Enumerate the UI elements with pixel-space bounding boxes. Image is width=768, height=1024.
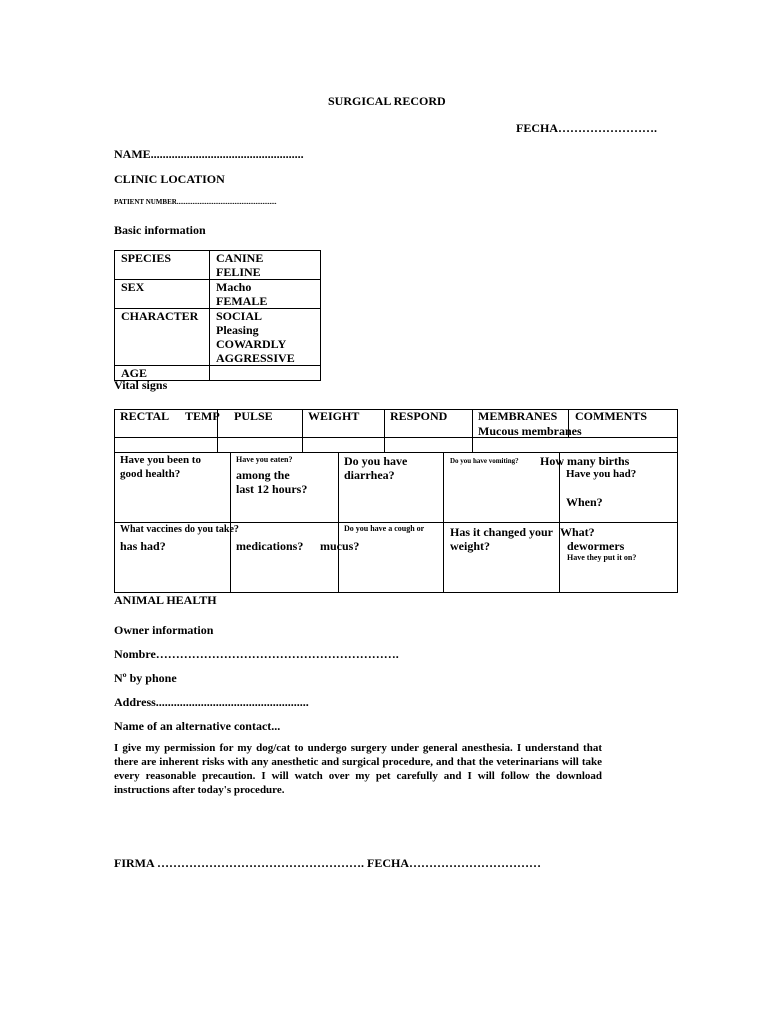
age-value-cell[interactable]: [210, 366, 321, 381]
character-option[interactable]: SOCIAL: [216, 309, 263, 323]
grid-line: [559, 452, 560, 593]
pulse-header: PULSE: [234, 409, 273, 423]
question-eaten: Have you eaten?: [236, 455, 293, 464]
question-cough-cont: mucus?: [320, 539, 360, 553]
question-births: How many births: [540, 454, 630, 468]
name-field[interactable]: NAME...................................................: [114, 147, 304, 161]
grid-line: [114, 452, 678, 453]
question-diarrhea-cont: diarrhea?: [344, 468, 395, 482]
question-eaten-cont2: last 12 hours?: [236, 482, 308, 496]
membranes-header: MEMBRANES: [478, 409, 558, 423]
sex-values: [210, 280, 321, 309]
basic-info-table: [114, 250, 321, 381]
consent-paragraph: I give my permission for my dog/cat to undergo surgery under general anesthesia. I understand that there are inherent risks with any anesthetic and surgical procedure, and that the veterinarians will take every reasonable precaution. I will watch over my pet carefully and I will follow the download instructions after today's procedure.: [114, 742, 602, 796]
grid-line: [302, 409, 303, 452]
alternative-contact-field[interactable]: Name of an alternative contact...: [114, 719, 281, 733]
page-title: SURGICAL RECORD: [328, 94, 446, 108]
signature-date-line[interactable]: FIRMA ……………………………………………. FECHA……………………………: [114, 856, 541, 870]
weight-header: WEIGHT: [308, 409, 360, 423]
question-dewormers-cont2: Have they put it on?: [567, 553, 637, 562]
table-row: [115, 280, 321, 309]
basic-info-heading: Basic information: [114, 223, 206, 237]
grid-line: [230, 452, 231, 593]
question-eaten-cont: among the: [236, 468, 290, 482]
nombre-field[interactable]: Nombre…………………………………………………….: [114, 647, 399, 661]
mucous-membranes-header: Mucous membranes: [478, 424, 582, 438]
grid-line: [443, 452, 444, 593]
question-health-cont: good health?: [120, 468, 181, 480]
character-label: CHARACTER: [115, 309, 210, 366]
grid-line: [472, 409, 473, 452]
character-values: [210, 309, 321, 366]
character-option[interactable]: AGGRESSIVE: [216, 351, 295, 365]
question-weight-change-cont: weight?: [450, 539, 490, 553]
question-dewormers: What?: [560, 525, 595, 539]
species-option[interactable]: CANINE: [216, 251, 264, 265]
sex-label: SEX: [115, 280, 210, 309]
character-option[interactable]: Pleasing: [216, 323, 259, 337]
age-label: AGE: [115, 366, 210, 381]
species-label: SPECIES: [115, 251, 210, 280]
question-diarrhea: Do you have: [344, 454, 408, 468]
grid-line: [114, 437, 678, 438]
respond-header: RESPOND: [390, 409, 448, 423]
patient-number-field[interactable]: PATIENT NUMBER.........................................................: [114, 198, 277, 206]
question-births-cont: Have you had?: [566, 468, 637, 480]
rectal-header: RECTAL: [120, 409, 170, 423]
temp-header: TEMP: [185, 409, 220, 423]
question-births-when: When?: [566, 495, 603, 509]
grid-line: [114, 522, 678, 523]
sex-option[interactable]: Macho: [216, 280, 252, 294]
sex-option[interactable]: FEMALE: [216, 294, 268, 308]
table-row: [115, 251, 321, 280]
owner-info-heading: Owner information: [114, 623, 214, 637]
comments-header: COMMENTS: [575, 409, 647, 423]
phone-field[interactable]: Nº by phone: [114, 671, 177, 685]
grid-line: [384, 409, 385, 452]
question-vaccines-cont: has had?: [120, 539, 166, 553]
question-vomiting: Do you have vomiting?: [450, 457, 519, 465]
animal-health-heading: ANIMAL HEALTH: [114, 593, 217, 607]
fecha-top-field[interactable]: FECHA…………………….: [516, 121, 657, 135]
question-cough: Do you have a cough or: [344, 524, 425, 533]
grid-line: [338, 452, 339, 593]
question-health: Have you been to: [120, 454, 201, 466]
address-field[interactable]: Address...................................................: [114, 695, 309, 709]
question-medications: medications?: [236, 539, 304, 553]
clinic-location-label: CLINIC LOCATION: [114, 172, 225, 186]
vital-signs-heading: Vital signs: [114, 378, 168, 392]
question-vaccines: What vaccines do you take?: [120, 524, 239, 535]
species-option[interactable]: FELINE: [216, 265, 261, 279]
character-option[interactable]: COWARDLY: [216, 337, 287, 351]
species-values: [210, 251, 321, 280]
table-row: [115, 309, 321, 366]
question-weight-change: Has it changed your: [450, 525, 554, 539]
question-dewormers-cont: dewormers: [567, 539, 625, 553]
